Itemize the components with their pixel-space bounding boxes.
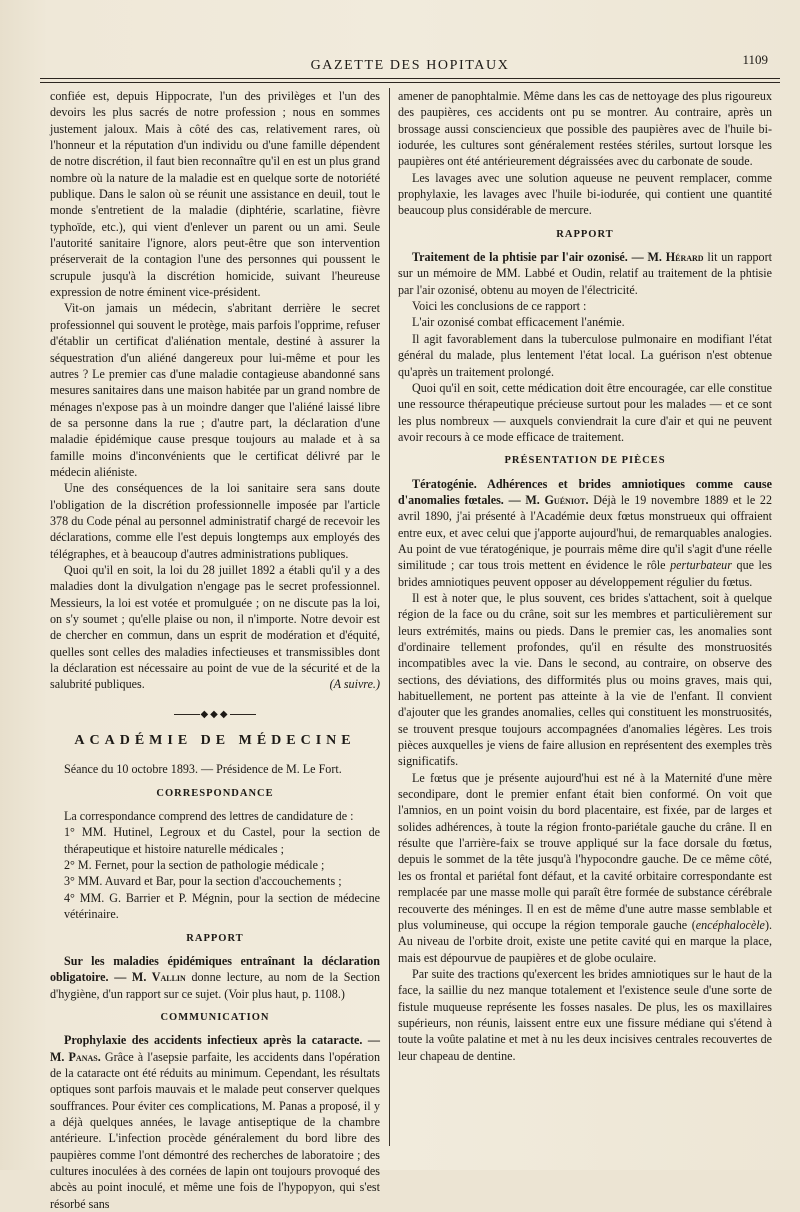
paragraph: Quoi qu'il en soit, cette médication doit être encouragée, car elle constitue une ressource thérapeutique précieuse surtout pour les malades — et ce sont les plus nombreux — auxquels conviendrait la cure d'air et qui ne peuvent avoir recours à ce mode efficace de traitement. bbox=[398, 380, 772, 444]
page-number: 1109 bbox=[742, 52, 768, 67]
paragraph bbox=[398, 249, 772, 298]
paragraph: Voici les conclusions de ce rapport : bbox=[412, 299, 587, 314]
left-column bbox=[50, 88, 380, 1211]
subsection-title: PRÉSENTATION DE PIÈCES bbox=[504, 455, 666, 467]
paragraph-text: ). Au niveau de l'orbite droit, existe une petite cavité qui en marque la place, mais est dépourvue de paupières et de globe oculaire. bbox=[398, 917, 772, 965]
article-heading: Traitement de la phtisie par l'air ozonisé. bbox=[412, 250, 628, 265]
subsection-title: CORRESPONDANCE bbox=[156, 787, 274, 799]
paragraph: Par suite des tractions qu'exercent les brides amniotiques sur le haut de la face, la saillie du nez manque totalement et l'existence seule d'une sorte de fistule muqueuse représente les fosses nasales. De plus, les os maxillaires supérieurs, non réunis, laissent entre eux une fissure médiane qui s'étend à toute la voûte palatine et met à nu les deux incisives centrales recouvertes de leur chapeau de dentine. bbox=[398, 966, 772, 1063]
paragraph bbox=[50, 562, 380, 693]
paragraph-text: lit un rapport sur un mémoire de MM. Labbé et Oudin, relatif au traitement de la phtisie par l'air ozonisé, obtenu au moyen de l'électricité. bbox=[398, 250, 772, 297]
subsection-title: COMMUNICATION bbox=[160, 1011, 270, 1023]
author-name: — M. Guéniot. bbox=[508, 492, 589, 507]
running-title: GAZETTE DES HOPITAUX bbox=[310, 58, 510, 73]
paragraph: La correspondance comprend des lettres de candidature de : bbox=[64, 809, 354, 824]
italic-term: encéphalocèle bbox=[695, 917, 765, 932]
article-heading: Sur les maladies épidémiques entraînant la déclaration obligatoire. bbox=[50, 953, 380, 985]
paragraph bbox=[50, 953, 380, 1002]
column-divider bbox=[389, 88, 390, 1146]
subsection-title: RAPPORT bbox=[556, 228, 614, 240]
right-column bbox=[398, 88, 772, 1148]
paragraph: Une des conséquences de la loi sanitaire sera sans doute l'obligation de la discrétion professionnelle imposée par l'article 378 du Code pénal au personnel administratif chargé de recevoir les déclarations, comme elle l'est depuis longtemps aux employés des télégraphes, et à beaucoup d'autres administrations publiques. bbox=[50, 481, 380, 561]
paragraph bbox=[50, 1032, 380, 1212]
paragraph: confiée est, depuis Hippocrate, l'un des privilèges et l'un des devoirs les plus sacrés de notre profession ; nous en sommes justement jaloux. Mais à côté des cas, relativement rares, où l'honneur et la réputation d'un individu ou d'une famille dépendent de notre discrétion, il faut bien reconnaître qu'il en est un plus grand nombre où la nature de la maladie est en quelque sorte de notoriété publique. Dans le salon où se réunit une assistance en deuil, tout le monde s'entretient de la maladie (diphtérie, scarlatine, fièvre typhoïde, etc.), qui vient d'enlever un parent ou un ami. Seule l'autorité sanitaire l'ignore, alors peut-être que son intervention préserverait de la contagion l'une des personnes qui poussent le scrupule jusqu'à la discrétion homicide, suivant l'heureuse expression de notre éminent vice-président. bbox=[50, 89, 380, 300]
paragraph: L'air ozonisé combat efficacement l'anémie. bbox=[412, 315, 625, 330]
paragraph: Il est à noter que, le plus souvent, ces brides s'attachent, soit à quelque région de la face ou du crâne, soit sur les membres et particulièrement sur leurs extrémités, mains ou pieds. Dans le premier cas, les anomalies sont d'ordinaire tellement profondes, qu'il en résulte des monstruosités incompatibles avec la vie. Dans le second, au contraire, on observe des sections, des déviations, des difformités plus ou moins graves, mais qui, habituellement, ne portent pas atteinte à la vie de l'enfant. Il convient d'ajouter que les grandes anomalies, celles qui constituent les monstruosités, se trouvent presque toujours accompagnées d'anomalies légères. Les trois pièces auxquelles je viens de faire allusion en représentent des exemples très significatifs. bbox=[398, 590, 772, 769]
paragraph: Vit-on jamais un médecin, s'abritant derrière le secret professionnel qui souvent le protège, mais parfois l'opprime, refuser d'établir un certificat d'aliénation mentale, destiné à assurer la séquestration d'un aliéné dangereux pour lui-même et pour les autres ? Le premier cas d'une maladie contagieuse abandonné sans mesures sanitaires dans une maison habitée par un grand nombre de ménages n'expose pas à un moindre danger que l'aliéné laissé libre de sa personne dans la rue ; d'autre part, la déclaration d'une maladie épidémique cause presque toujours au malade et à sa famille moins d'inconvénients que le certificat délivré par le médecin aliéniste. bbox=[50, 301, 380, 479]
paragraph bbox=[398, 476, 772, 590]
paragraph bbox=[398, 770, 772, 966]
author-name: — M. Hérard bbox=[631, 250, 704, 265]
seance-line: Séance du 10 octobre 1893. — Présidence de M. Le Fort. bbox=[64, 762, 342, 777]
paragraph-text: Le fœtus que je présente aujourd'hui est né à la Maternité d'une mère secondipare, dont le premier enfant était bien conformé. On voit que l'amnios, en un point voisin du bord placentaire, est fixée, par de larges et solides adhérences, à toute la région fronto-pariétale gauche du crâne. Il en résulte que l'arrière-faix se trouve appliqué sur la face dorsale du fœtus, depuis le sommet de la tête jusqu'à l'hypocondre gauche. De ce même côté, les os frontal et pariétal font défaut, et la cavité orbitaire correspondante est remplacée par une masse molle qui paraît être formée de substance cérébrale recouverte des méninges. Il en est de même d'une autre masse semblable et plus volumineuse, qui occupe la région temporale gauche ( bbox=[398, 770, 772, 932]
subsection-title: RAPPORT bbox=[186, 932, 244, 944]
author-name: — M. Vallin bbox=[114, 970, 186, 985]
list-item: 3° MM. Auvard et Bar, pour la section d'accouchements ; bbox=[64, 874, 342, 889]
list-item: 1° MM. Hutinel, Legroux et du Castel, pour la section de thérapeutique et histoire naturelle médicales ; bbox=[64, 825, 380, 856]
list-item: 4° MM. G. Barrier et P. Mégnin, pour la section de médecine vétérinaire. bbox=[64, 890, 380, 922]
to-be-continued: (A suivre.) bbox=[329, 677, 380, 692]
article-heading: Tératogénie. Adhérences et brides amniotiques comme cause d'anomalies fœtales. bbox=[398, 476, 772, 507]
header-rule bbox=[40, 78, 780, 79]
section-title-academie: ACADÉMIE DE MÉDECINE bbox=[74, 733, 356, 749]
italic-term: perturbateur bbox=[670, 558, 732, 573]
header-rule bbox=[40, 82, 780, 83]
author-name: — M. Panas. bbox=[50, 1033, 380, 1064]
page-header bbox=[30, 52, 790, 78]
list-item: 2° M. Fernet, pour la section de pathologie médicale ; bbox=[64, 858, 325, 873]
paragraph-text: Déjà le 19 novembre 1889 et le 22 avril 1890, j'ai présenté à l'Académie deux fœtus monstrueux qui offraient entre eux, et avec celui que j'apporte aujourd'hui, de remarquables analogies. Au point de vue tératogénique, je pourrais même dire qu'il s'agit d'une réelle similitude ; car tous trois mettent en évidence le rôle bbox=[398, 492, 772, 573]
paragraph-text: que les brides amniotiques peuvent opposer au développement régulier du fœtus. bbox=[398, 558, 772, 589]
section-ornament: ◆◆◆ bbox=[50, 707, 380, 723]
paragraph: Les lavages avec une solution aqueuse ne peuvent remplacer, comme prophylaxie, les lavages avec l'huile bi-iodurée, qui contient une quantité beaucoup plus considérable de mercure. bbox=[398, 170, 772, 218]
paragraph: amener de panophtalmie. Même dans les cas de nettoyage des plus rigoureux des paupières, ces accidents ont pu se montrer. Au contraire, après un brossage aussi consciencieux que possible des paupières avec de l'huile bi-iodurée, les cultures sont généralement restées stériles, surtout lorsque les paupières ont été antérieurement dégraissées avec du carbonate de soude. bbox=[398, 89, 772, 169]
paragraph: Il agit favorablement dans la tuberculose pulmonaire en modifiant l'état général du malade, plus lentement l'état local. La guérison n'est obtenue qu'après un traitement prolongé. bbox=[398, 331, 772, 379]
paragraph-text: Grâce à l'asepsie parfaite, les accidents dans l'opération de la cataracte ont été réduits au minimum. Cependant, les résultats optiques sont parfois mauvais et le malade peut conserver quelques souffrances. Pour éviter ces complications, M. Panas a proposé, il y a déjà quelques années, le lavage antiseptique de la chambre antérieure. L'infection procède généralement du bord libre des paupières comme l'ont démontré des recherches de laboratoire ; des cultures inoculées à des cornées de lapin ont toujours provoqué des abcès au point inoculé, et même une fois de l'hypopyon, qui s'est résorbé sans bbox=[50, 1049, 380, 1211]
paragraph-text: donne lecture, au nom de la Section d'hygiène, d'un rapport sur ce sujet. (Voir plus haut, p. 1108.) bbox=[50, 970, 380, 1001]
article-heading: Prophylaxie des accidents infectieux après la cataracte. bbox=[64, 1033, 363, 1048]
paragraph-text: Quoi qu'il en soit, la loi du 28 juillet 1892 a établi qu'il y a des maladies dont la divulgation n'engage pas le secret professionnel. Messieurs, la loi est votée et promulguée ; on ne discute pas la loi, on s'y soumet ; qu'elle plaise ou non, il n'importe. Notre devoir est de chercher en commun, dans un esprit de modération et d'équité, quelles sont celles des maladies infectieuses et transmissibles dont la déclaration est nécessaire au point de vue de la sécurité et de la salubrité publiques. bbox=[50, 562, 380, 692]
